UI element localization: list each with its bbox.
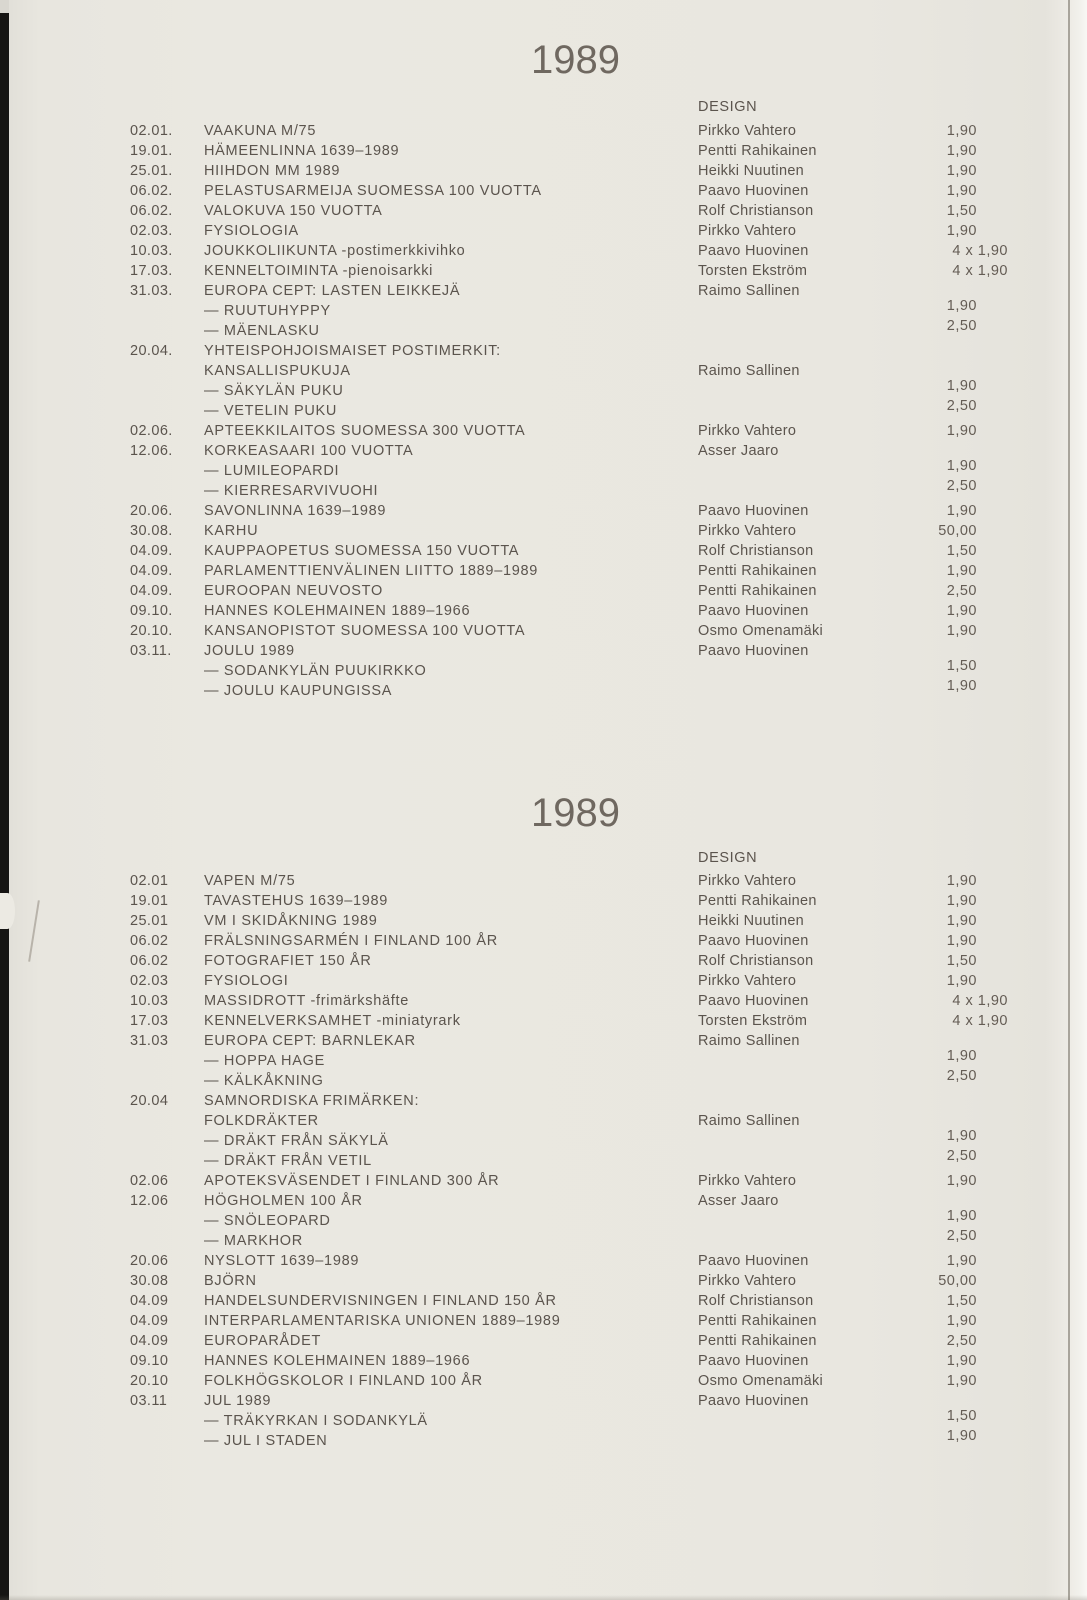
row-price: 2,50 bbox=[946, 478, 977, 494]
row-description: FRÄLSNINGSARMÉN I FINLAND 100 ÅR bbox=[204, 933, 498, 949]
row-date: 02.03 bbox=[130, 973, 169, 989]
row-date: 09.10. bbox=[130, 603, 173, 619]
row-designer: Osmo Omenamäki bbox=[698, 1373, 824, 1389]
table-row bbox=[0, 341, 1087, 361]
row-price: 1,50 bbox=[946, 1408, 977, 1424]
row-designer: Torsten Ekström bbox=[698, 263, 808, 279]
row-description: JUL 1989 bbox=[204, 1393, 272, 1409]
row-price: 1,90 bbox=[946, 1313, 977, 1329]
row-description: HIIHDON MM 1989 bbox=[204, 163, 341, 179]
row-description: HANNES KOLEHMAINEN 1889–1966 bbox=[204, 1353, 471, 1369]
table-row bbox=[0, 1311, 1087, 1331]
row-price: 50,00 bbox=[938, 1273, 977, 1289]
row-designer: Pirkko Vahtero bbox=[698, 973, 797, 989]
row-designer: Pirkko Vahtero bbox=[698, 873, 797, 889]
row-date: 06.02 bbox=[130, 953, 169, 969]
row-description: JOUKKOLIIKUNTA -postimerkkivihko bbox=[204, 243, 466, 259]
row-designer: Asser Jaaro bbox=[698, 443, 779, 459]
table-row bbox=[0, 891, 1087, 911]
row-description: — JUL I STADEN bbox=[204, 1433, 328, 1449]
row-designer: Asser Jaaro bbox=[698, 1193, 779, 1209]
row-date: 09.10 bbox=[130, 1353, 169, 1369]
row-date: 12.06. bbox=[130, 443, 173, 459]
row-designer: Raimo Sallinen bbox=[698, 1033, 800, 1049]
row-price: 2,50 bbox=[946, 318, 977, 334]
row-price: 1,90 bbox=[946, 973, 977, 989]
table-row bbox=[0, 521, 1087, 541]
row-date: 20.04. bbox=[130, 343, 173, 359]
table-row bbox=[0, 241, 1087, 261]
row-price: 1,90 bbox=[946, 1173, 977, 1189]
row-description: HANDELSUNDERVISNINGEN I FINLAND 150 ÅR bbox=[204, 1293, 557, 1309]
row-designer: Paavo Huovinen bbox=[698, 243, 809, 259]
row-description: — DRÄKT FRÅN SÄKYLÄ bbox=[204, 1133, 389, 1149]
row-designer: Paavo Huovinen bbox=[698, 503, 809, 519]
row-designer: Paavo Huovinen bbox=[698, 183, 809, 199]
row-description: EUROPA CEPT: BARNLEKAR bbox=[204, 1033, 416, 1049]
row-date: 20.10. bbox=[130, 623, 173, 639]
row-price: 1,90 bbox=[946, 893, 977, 909]
row-description: SAMNORDISKA FRIMÄRKEN: bbox=[204, 1093, 420, 1109]
row-description: — JOULU KAUPUNGISSA bbox=[204, 683, 393, 699]
row-designer: Pentti Rahikainen bbox=[698, 143, 817, 159]
row-price: 1,90 bbox=[946, 1128, 977, 1144]
row-description: FOTOGRAFIET 150 ÅR bbox=[204, 953, 372, 969]
row-description: — KIERRESARVIVUOHI bbox=[204, 483, 379, 499]
row-date: 19.01. bbox=[130, 143, 173, 159]
row-designer: Rolf Christianson bbox=[698, 203, 814, 219]
table-row bbox=[0, 141, 1087, 161]
row-price: 1,90 bbox=[946, 1353, 977, 1369]
row-description: MASSIDROTT -frimärkshäfte bbox=[204, 993, 409, 1009]
row-date: 31.03. bbox=[130, 283, 173, 299]
row-date: 03.11. bbox=[130, 643, 172, 659]
row-description: KANSANOPISTOT SUOMESSA 100 VUOTTA bbox=[204, 623, 526, 639]
row-description: VAPEN M/75 bbox=[204, 873, 296, 889]
row-description: HÖGHOLMEN 100 ÅR bbox=[204, 1193, 363, 1209]
table-row bbox=[0, 1271, 1087, 1291]
row-price: 1,90 bbox=[946, 503, 977, 519]
row-designer: Pentti Rahikainen bbox=[698, 563, 817, 579]
row-date: 02.06. bbox=[130, 423, 173, 439]
row-description: EUROPA CEPT: LASTEN LEIKKEJÄ bbox=[204, 283, 461, 299]
row-description: FYSIOLOGIA bbox=[204, 223, 299, 239]
table-row bbox=[0, 478, 1087, 501]
design-column-header: DESIGN bbox=[698, 99, 758, 115]
row-price: 1,90 bbox=[946, 873, 977, 889]
row-date: 04.09 bbox=[130, 1293, 169, 1309]
row-description: KARHU bbox=[204, 523, 259, 539]
row-price: 1,90 bbox=[946, 183, 977, 199]
row-price: 1,90 bbox=[946, 623, 977, 639]
row-designer: Pentti Rahikainen bbox=[698, 583, 817, 599]
table-row bbox=[0, 581, 1087, 601]
row-designer: Pirkko Vahtero bbox=[698, 523, 797, 539]
row-price: 1,90 bbox=[946, 143, 977, 159]
row-description: FOLKHÖGSKOLOR I FINLAND 100 ÅR bbox=[204, 1373, 483, 1389]
stamp-list-swedish bbox=[0, 871, 1087, 1451]
row-description: APTEEKKILAITOS SUOMESSA 300 VUOTTA bbox=[204, 423, 526, 439]
row-price: 1,90 bbox=[946, 1253, 977, 1269]
row-description: SAVONLINNA 1639–1989 bbox=[204, 503, 387, 519]
row-price: 2,50 bbox=[946, 1148, 977, 1164]
row-description: TAVASTEHUS 1639–1989 bbox=[204, 893, 389, 909]
row-price: 1,90 bbox=[946, 913, 977, 929]
section-title-swedish: 1989 bbox=[531, 791, 620, 835]
table-row bbox=[0, 1291, 1087, 1311]
table-row bbox=[0, 621, 1087, 641]
row-description: — RUUTUHYPPY bbox=[204, 303, 331, 319]
row-date: 06.02. bbox=[130, 203, 173, 219]
table-row bbox=[0, 1011, 1087, 1031]
row-designer: Pirkko Vahtero bbox=[698, 423, 797, 439]
row-date: 04.09 bbox=[130, 1313, 169, 1329]
row-date: 31.03 bbox=[130, 1033, 169, 1049]
table-row bbox=[0, 261, 1087, 281]
row-price: 1,90 bbox=[946, 123, 977, 139]
row-price: 1,90 bbox=[946, 1048, 977, 1064]
row-description: — SODANKYLÄN PUUKIRKKO bbox=[204, 663, 427, 679]
row-designer: Heikki Nuutinen bbox=[698, 913, 805, 929]
table-row bbox=[0, 421, 1087, 441]
row-designer: Raimo Sallinen bbox=[698, 1113, 800, 1129]
table-row bbox=[0, 1091, 1087, 1111]
row-designer: Paavo Huovinen bbox=[698, 933, 809, 949]
table-row bbox=[0, 221, 1087, 241]
row-designer: Pentti Rahikainen bbox=[698, 1313, 817, 1329]
table-row bbox=[0, 601, 1087, 621]
row-description: — SNÖLEOPARD bbox=[204, 1213, 331, 1229]
row-description: EUROOPAN NEUVOSTO bbox=[204, 583, 383, 599]
row-date: 02.01 bbox=[130, 873, 169, 889]
row-designer: Torsten Ekström bbox=[698, 1013, 808, 1029]
row-description: YHTEISPOHJOISMAISET POSTIMERKIT: bbox=[204, 343, 501, 359]
row-date: 02.06 bbox=[130, 1173, 169, 1189]
table-row bbox=[0, 561, 1087, 581]
table-row bbox=[0, 201, 1087, 221]
stamp-list-finnish bbox=[0, 121, 1087, 701]
row-description: KORKEASAARI 100 VUOTTA bbox=[204, 443, 414, 459]
row-description: HANNES KOLEHMAINEN 1889–1966 bbox=[204, 603, 471, 619]
table-row bbox=[0, 1371, 1087, 1391]
table-row bbox=[0, 161, 1087, 181]
section-title-finnish: 1989 bbox=[531, 38, 620, 82]
row-date: 02.03. bbox=[130, 223, 173, 239]
row-date: 04.09 bbox=[130, 1333, 169, 1349]
table-row bbox=[0, 318, 1087, 341]
row-description: — MÄENLASKU bbox=[204, 323, 320, 339]
row-date: 17.03 bbox=[130, 1013, 169, 1029]
table-row bbox=[0, 1428, 1087, 1451]
table-row bbox=[0, 398, 1087, 421]
table-row bbox=[0, 1148, 1087, 1171]
row-price: 1,90 bbox=[946, 458, 977, 474]
row-designer: Paavo Huovinen bbox=[698, 993, 809, 1009]
row-description: KANSALLISPUKUJA bbox=[204, 363, 351, 379]
row-description: VM I SKIDÅKNING 1989 bbox=[204, 913, 378, 929]
row-price: 50,00 bbox=[938, 523, 977, 539]
row-price: 1,90 bbox=[946, 298, 977, 314]
row-description: — KÄLKÅKNING bbox=[204, 1073, 324, 1089]
table-row bbox=[0, 1068, 1087, 1091]
row-date: 20.10 bbox=[130, 1373, 169, 1389]
row-description: VAAKUNA M/75 bbox=[204, 123, 317, 139]
table-row bbox=[0, 871, 1087, 891]
row-date: 25.01 bbox=[130, 913, 169, 929]
row-price: 1,50 bbox=[946, 1293, 977, 1309]
row-price: 4 x 1,90 bbox=[952, 263, 1008, 279]
table-row bbox=[0, 951, 1087, 971]
table-row bbox=[0, 678, 1087, 701]
row-price: 1,90 bbox=[946, 378, 977, 394]
row-description: — TRÄKYRKAN I SODANKYLÄ bbox=[204, 1413, 428, 1429]
table-row bbox=[0, 1228, 1087, 1251]
row-description: — SÄKYLÄN PUKU bbox=[204, 383, 344, 399]
table-row bbox=[0, 911, 1087, 931]
row-designer: Raimo Sallinen bbox=[698, 363, 800, 379]
row-price: 1,90 bbox=[946, 1373, 977, 1389]
row-designer: Pentti Rahikainen bbox=[698, 1333, 817, 1349]
row-description: VALOKUVA 150 VUOTTA bbox=[204, 203, 383, 219]
row-date: 03.11 bbox=[130, 1393, 168, 1409]
row-price: 1,90 bbox=[946, 933, 977, 949]
row-description: KENNELVERKSAMHET -miniatyrark bbox=[204, 1013, 461, 1029]
row-date: 25.01. bbox=[130, 163, 173, 179]
row-price: 2,50 bbox=[946, 1228, 977, 1244]
row-description: PARLAMENTTIENVÄLINEN LIITTO 1889–1989 bbox=[204, 563, 539, 579]
row-price: 1,90 bbox=[946, 603, 977, 619]
row-price: 1,90 bbox=[946, 678, 977, 694]
row-price: 1,90 bbox=[946, 1428, 977, 1444]
row-price: 2,50 bbox=[946, 1068, 977, 1084]
table-row bbox=[0, 501, 1087, 521]
row-price: 4 x 1,90 bbox=[952, 1013, 1008, 1029]
row-date: 12.06 bbox=[130, 1193, 169, 1209]
row-designer: Paavo Huovinen bbox=[698, 603, 809, 619]
row-date: 19.01 bbox=[130, 893, 169, 909]
row-description: PELASTUSARMEIJA SUOMESSA 100 VUOTTA bbox=[204, 183, 542, 199]
bottom-edge-shadow bbox=[0, 1595, 1087, 1600]
row-designer: Pirkko Vahtero bbox=[698, 1273, 797, 1289]
row-date: 30.08 bbox=[130, 1273, 169, 1289]
row-price: 1,90 bbox=[946, 223, 977, 239]
table-row bbox=[0, 1251, 1087, 1271]
row-description: INTERPARLAMENTARISKA UNIONEN 1889–1989 bbox=[204, 1313, 561, 1329]
row-price: 2,50 bbox=[946, 1333, 977, 1349]
row-description: EUROPARÅDET bbox=[204, 1333, 322, 1349]
row-date: 20.06. bbox=[130, 503, 173, 519]
table-row bbox=[0, 931, 1087, 951]
row-price: 1,90 bbox=[946, 163, 977, 179]
row-date: 06.02 bbox=[130, 933, 169, 949]
row-designer: Osmo Omenamäki bbox=[698, 623, 824, 639]
row-designer: Pirkko Vahtero bbox=[698, 1173, 797, 1189]
row-date: 20.06 bbox=[130, 1253, 169, 1269]
table-row bbox=[0, 541, 1087, 561]
row-designer: Raimo Sallinen bbox=[698, 283, 800, 299]
row-description: FYSIOLOGI bbox=[204, 973, 289, 989]
row-price: 4 x 1,90 bbox=[952, 993, 1008, 1009]
table-row bbox=[0, 991, 1087, 1011]
row-description: — MARKHOR bbox=[204, 1233, 303, 1249]
row-description: BJÖRN bbox=[204, 1273, 257, 1289]
row-price: 1,90 bbox=[946, 1208, 977, 1224]
row-description: KAUPPAOPETUS SUOMESSA 150 VUOTTA bbox=[204, 543, 520, 559]
row-date: 17.03. bbox=[130, 263, 173, 279]
row-date: 02.01. bbox=[130, 123, 173, 139]
row-designer: Paavo Huovinen bbox=[698, 1353, 809, 1369]
row-date: 04.09. bbox=[130, 543, 173, 559]
row-price: 2,50 bbox=[946, 583, 977, 599]
row-description: FOLKDRÄKTER bbox=[204, 1113, 319, 1129]
spine-top-gap bbox=[0, 0, 9, 13]
row-designer: Paavo Huovinen bbox=[698, 1253, 809, 1269]
row-description: APOTEKSVÄSENDET I FINLAND 300 ÅR bbox=[204, 1173, 500, 1189]
row-description: NYSLOTT 1639–1989 bbox=[204, 1253, 360, 1269]
row-date: 04.09. bbox=[130, 583, 173, 599]
row-price: 1,50 bbox=[946, 203, 977, 219]
row-description: KENNELTOIMINTA -pienoisarkki bbox=[204, 263, 434, 279]
row-date: 30.08. bbox=[130, 523, 173, 539]
row-description: HÄMEENLINNA 1639–1989 bbox=[204, 143, 400, 159]
row-price: 1,50 bbox=[946, 658, 977, 674]
row-designer: Paavo Huovinen bbox=[698, 1393, 809, 1409]
row-price: 1,90 bbox=[946, 563, 977, 579]
row-designer: Heikki Nuutinen bbox=[698, 163, 805, 179]
row-description: — DRÄKT FRÅN VETIL bbox=[204, 1153, 372, 1169]
row-date: 04.09. bbox=[130, 563, 173, 579]
row-description: JOULU 1989 bbox=[204, 643, 295, 659]
table-row bbox=[0, 1351, 1087, 1371]
row-designer: Pirkko Vahtero bbox=[698, 123, 797, 139]
row-price: 1,90 bbox=[946, 423, 977, 439]
row-designer: Rolf Christianson bbox=[698, 1293, 814, 1309]
table-row bbox=[0, 1171, 1087, 1191]
row-price: 2,50 bbox=[946, 398, 977, 414]
table-row bbox=[0, 181, 1087, 201]
row-price: 1,50 bbox=[946, 543, 977, 559]
row-price: 4 x 1,90 bbox=[952, 243, 1008, 259]
row-designer: Rolf Christianson bbox=[698, 543, 814, 559]
row-designer: Rolf Christianson bbox=[698, 953, 814, 969]
row-description: — HOPPA HAGE bbox=[204, 1053, 325, 1069]
table-row bbox=[0, 121, 1087, 141]
row-date: 10.03. bbox=[130, 243, 173, 259]
row-date: 06.02. bbox=[130, 183, 173, 199]
row-price: 1,50 bbox=[946, 953, 977, 969]
row-date: 20.04 bbox=[130, 1093, 169, 1109]
row-designer: Paavo Huovinen bbox=[698, 643, 809, 659]
row-date: 10.03 bbox=[130, 993, 169, 1009]
row-designer: Pentti Rahikainen bbox=[698, 893, 817, 909]
row-designer: Pirkko Vahtero bbox=[698, 223, 797, 239]
row-description: — VETELIN PUKU bbox=[204, 403, 338, 419]
table-row bbox=[0, 1331, 1087, 1351]
table-row bbox=[0, 971, 1087, 991]
row-description: — LUMILEOPARDI bbox=[204, 463, 340, 479]
design-column-header: DESIGN bbox=[698, 850, 758, 866]
